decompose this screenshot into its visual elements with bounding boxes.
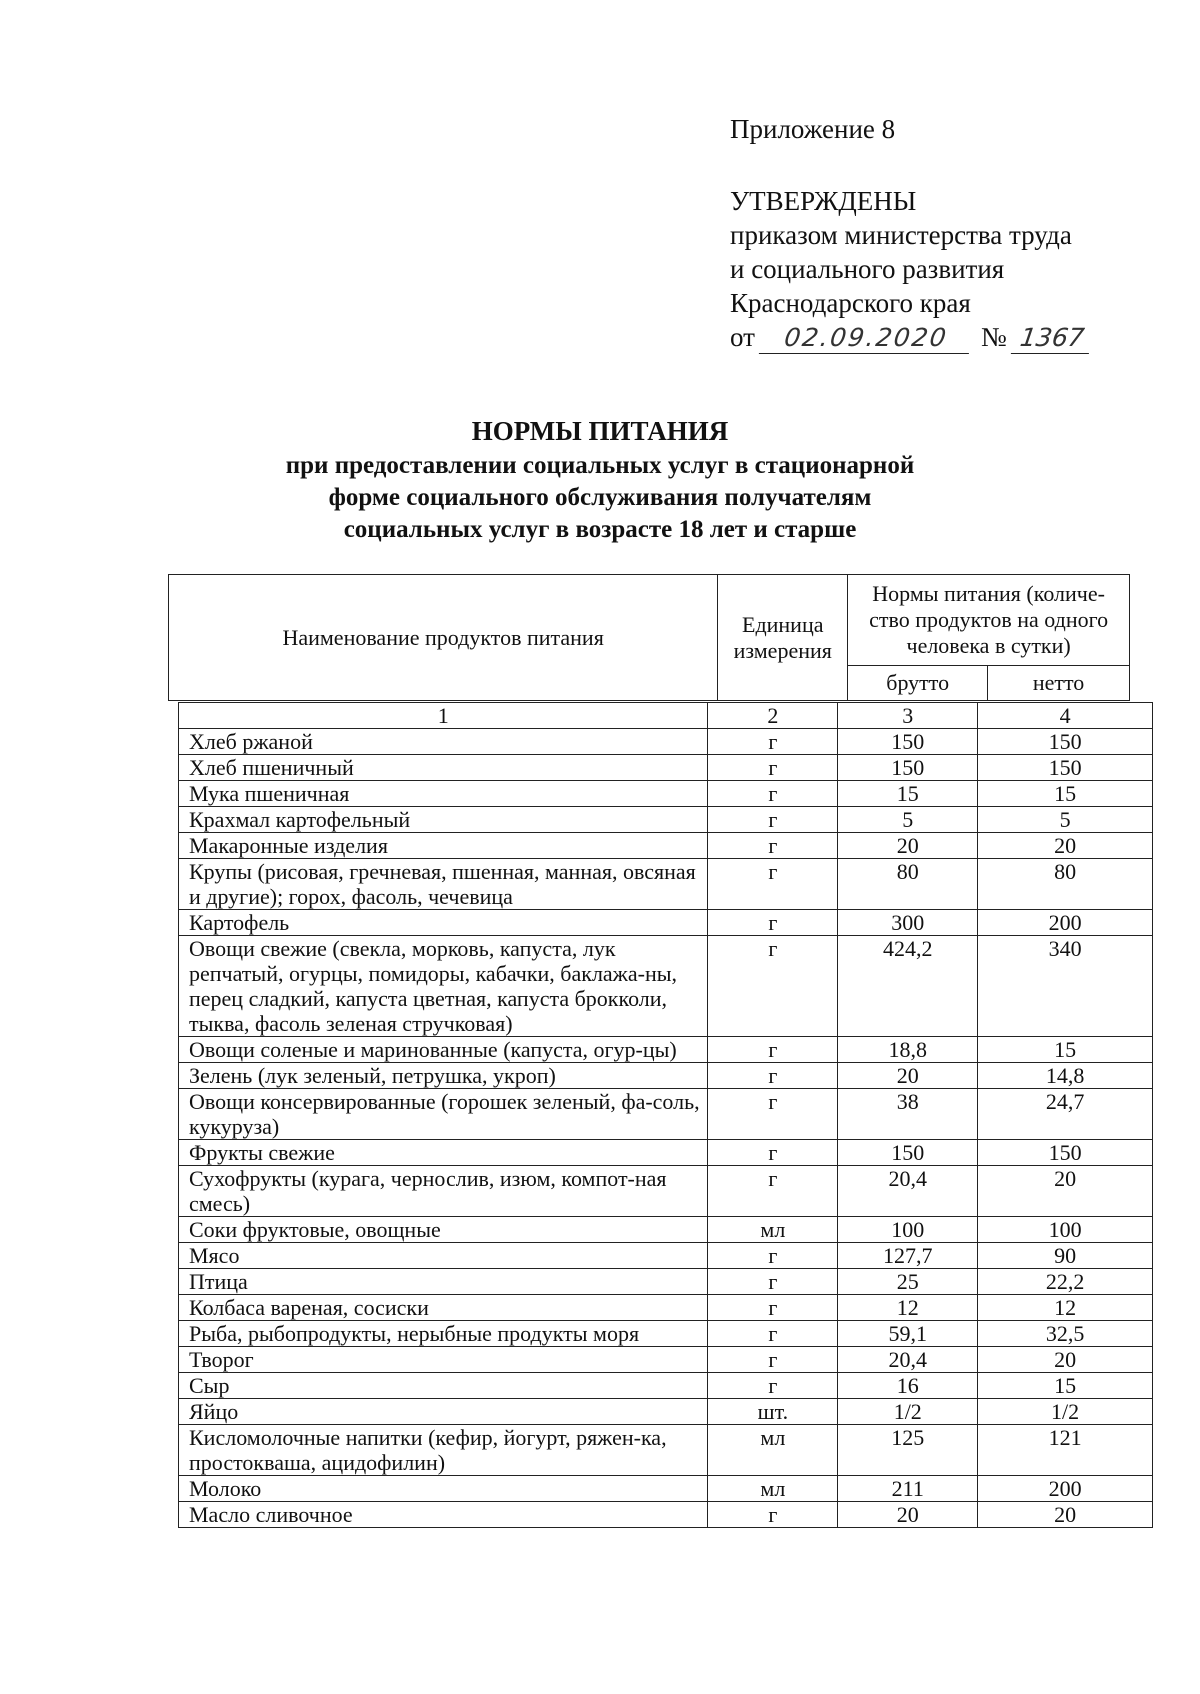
- cell-net: 22,2: [978, 1269, 1153, 1295]
- title-sub-line: форме социального обслуживания получателям: [328, 484, 872, 511]
- table-row: [179, 1347, 1153, 1373]
- cell-net: 15: [978, 1373, 1153, 1399]
- cell-unit: г: [708, 781, 838, 807]
- cell-product-name: Овощи свежие (свекла, морковь, капуста, лук репчатый, огурцы, помидоры, кабачки, баклажа-ны, перец сладкий, капуста цветная, капуста брокколи, тыква, фасоль зеленая стручковая): [179, 936, 708, 1037]
- table-row: [179, 1243, 1153, 1269]
- cell-gross: 5: [838, 807, 978, 833]
- cell-gross: 1/2: [838, 1399, 978, 1425]
- approval-line: Краснодарского края: [730, 288, 971, 318]
- cell-gross: 211: [838, 1476, 978, 1502]
- cell-product-name: Крахмал картофельный: [179, 807, 708, 833]
- header-net: нетто: [988, 666, 1130, 701]
- table-row: [179, 1321, 1153, 1347]
- cell-unit: г: [708, 1295, 838, 1321]
- cell-net: 1/2: [978, 1399, 1153, 1425]
- table-row: [179, 1425, 1153, 1476]
- cell-net: 150: [978, 729, 1153, 755]
- approval-line: приказом министерства труда: [730, 220, 1072, 250]
- cell-gross: 18,8: [838, 1037, 978, 1063]
- approval-line: и социального развития: [730, 254, 1005, 284]
- cell-unit: г: [708, 859, 838, 910]
- cell-unit: г: [708, 833, 838, 859]
- cell-product-name: Молоко: [179, 1476, 708, 1502]
- table-row: [179, 910, 1153, 936]
- table-row: [179, 1217, 1153, 1243]
- cell-net: 20: [978, 1166, 1153, 1217]
- cell-product-name: Картофель: [179, 910, 708, 936]
- table-row: [179, 1399, 1153, 1425]
- table-row: [179, 1140, 1153, 1166]
- cell-net: 15: [978, 1037, 1153, 1063]
- cell-product-name: Сухофрукты (курага, чернослив, изюм, компот-ная смесь): [179, 1166, 708, 1217]
- table-row: [179, 1373, 1153, 1399]
- title-sub-line: социальных услуг в возрасте 18 лет и старше: [343, 516, 857, 543]
- table-row: [179, 1269, 1153, 1295]
- cell-unit: мл: [708, 1476, 838, 1502]
- cell-product-name: Колбаса вареная, сосиски: [179, 1295, 708, 1321]
- cell-net: 20: [978, 1347, 1153, 1373]
- cell-unit: г: [708, 1321, 838, 1347]
- cell-product-name: Рыба, рыбопродукты, нерыбные продукты моря: [179, 1321, 708, 1347]
- cell-product-name: Хлеб пшеничный: [179, 755, 708, 781]
- cell-gross: 125: [838, 1425, 978, 1476]
- header-name: Наименование продуктов питания: [169, 575, 718, 701]
- cell-gross: 20,4: [838, 1166, 978, 1217]
- cell-net: 200: [978, 910, 1153, 936]
- cell-net: 80: [978, 859, 1153, 910]
- cell-gross: 12: [838, 1295, 978, 1321]
- cell-net: 20: [978, 1502, 1153, 1528]
- cell-net: 150: [978, 755, 1153, 781]
- cell-gross: 15: [838, 781, 978, 807]
- cell-product-name: Мука пшеничная: [179, 781, 708, 807]
- cell-gross: 100: [838, 1217, 978, 1243]
- cell-product-name: Творог: [179, 1347, 708, 1373]
- cell-unit: г: [708, 910, 838, 936]
- cell-product-name: Фрукты свежие: [179, 1140, 708, 1166]
- header-unit: Единица измерения: [718, 575, 848, 701]
- table-row: [179, 781, 1153, 807]
- cell-unit: г: [708, 936, 838, 1037]
- table-row: [179, 859, 1153, 910]
- cell-product-name: Масло сливочное: [179, 1502, 708, 1528]
- header-gross: брутто: [848, 666, 988, 701]
- approval-heading: УТВЕРЖДЕНЫ: [730, 186, 917, 216]
- cell-net: 14,8: [978, 1063, 1153, 1089]
- cell-unit: г: [708, 807, 838, 833]
- cell-net: 20: [978, 833, 1153, 859]
- cell-gross: 20: [838, 1063, 978, 1089]
- document-title: [0, 414, 1200, 546]
- cell-unit: г: [708, 1063, 838, 1089]
- number-sign: №: [980, 322, 1007, 352]
- cell-net: 200: [978, 1476, 1153, 1502]
- approval-block: [730, 184, 1091, 354]
- cell-unit: г: [708, 1269, 838, 1295]
- norms-table: [178, 702, 1153, 1528]
- date-prefix: от: [730, 322, 755, 352]
- table-header: [168, 574, 1130, 701]
- cell-net: 121: [978, 1425, 1153, 1476]
- cell-unit: г: [708, 1502, 838, 1528]
- table-row: [179, 1063, 1153, 1089]
- table-row: [179, 1037, 1153, 1063]
- cell-product-name: Макаронные изделия: [179, 833, 708, 859]
- handwritten-number: 1367: [1011, 323, 1093, 354]
- cell-gross: 300: [838, 910, 978, 936]
- cell-net: 100: [978, 1217, 1153, 1243]
- cell-unit: мл: [708, 1217, 838, 1243]
- cell-product-name: Кисломолочные напитки (кефир, йогурт, ряжен-ка, простокваша, ацидофилин): [179, 1425, 708, 1476]
- title-main: НОРМЫ ПИТАНИЯ: [471, 416, 729, 446]
- cell-unit: г: [708, 1373, 838, 1399]
- cell-gross: 38: [838, 1089, 978, 1140]
- cell-net: 12: [978, 1295, 1153, 1321]
- column-number: 2: [708, 703, 838, 729]
- cell-unit: г: [708, 1166, 838, 1217]
- header-norms: Нормы питания (количе-ство продуктов на одного человека в сутки): [848, 575, 1130, 666]
- cell-unit: мл: [708, 1425, 838, 1476]
- cell-gross: 150: [838, 755, 978, 781]
- handwritten-date: 02.09.2020: [759, 323, 973, 354]
- appendix-label: Приложение 8: [730, 114, 896, 144]
- title-sub-line: при предоставлении социальных услуг в стационарной: [285, 452, 915, 479]
- cell-gross: 127,7: [838, 1243, 978, 1269]
- cell-gross: 424,2: [838, 936, 978, 1037]
- cell-unit: г: [708, 1140, 838, 1166]
- table-row: [179, 1476, 1153, 1502]
- cell-product-name: Птица: [179, 1269, 708, 1295]
- table-row: [179, 755, 1153, 781]
- column-number: 4: [978, 703, 1153, 729]
- cell-net: 32,5: [978, 1321, 1153, 1347]
- cell-unit: г: [708, 729, 838, 755]
- order-date-number-row: [730, 320, 1091, 354]
- table-row: [179, 729, 1153, 755]
- cell-gross: 20: [838, 1502, 978, 1528]
- cell-gross: 59,1: [838, 1321, 978, 1347]
- column-number: 3: [838, 703, 978, 729]
- cell-product-name: Яйцо: [179, 1399, 708, 1425]
- cell-unit: г: [708, 1243, 838, 1269]
- cell-product-name: Хлеб ржаной: [179, 729, 708, 755]
- cell-net: 15: [978, 781, 1153, 807]
- column-number: 1: [179, 703, 708, 729]
- cell-gross: 150: [838, 1140, 978, 1166]
- cell-gross: 25: [838, 1269, 978, 1295]
- table-row: [179, 1502, 1153, 1528]
- cell-unit: г: [708, 1089, 838, 1140]
- cell-net: 90: [978, 1243, 1153, 1269]
- table-row: [179, 1166, 1153, 1217]
- cell-net: 150: [978, 1140, 1153, 1166]
- cell-net: 5: [978, 807, 1153, 833]
- cell-gross: 150: [838, 729, 978, 755]
- cell-product-name: Овощи консервированные (горошек зеленый, фа-соль, кукуруза): [179, 1089, 708, 1140]
- cell-gross: 80: [838, 859, 978, 910]
- cell-gross: 16: [838, 1373, 978, 1399]
- cell-net: 24,7: [978, 1089, 1153, 1140]
- cell-gross: 20,4: [838, 1347, 978, 1373]
- cell-net: 340: [978, 936, 1153, 1037]
- table-row: [179, 833, 1153, 859]
- cell-product-name: Мясо: [179, 1243, 708, 1269]
- table-row: [179, 936, 1153, 1037]
- table-row: [179, 1295, 1153, 1321]
- cell-product-name: Крупы (рисовая, гречневая, пшенная, манная, овсяная и другие); горох, фасоль, чечевица: [179, 859, 708, 910]
- cell-unit: г: [708, 1037, 838, 1063]
- cell-product-name: Овощи соленые и маринованные (капуста, огур-цы): [179, 1037, 708, 1063]
- cell-unit: г: [708, 755, 838, 781]
- cell-product-name: Сыр: [179, 1373, 708, 1399]
- column-number-row: [179, 703, 1153, 729]
- cell-product-name: Соки фруктовые, овощные: [179, 1217, 708, 1243]
- cell-gross: 20: [838, 833, 978, 859]
- table-row: [179, 807, 1153, 833]
- cell-unit: шт.: [708, 1399, 838, 1425]
- cell-product-name: Зелень (лук зеленый, петрушка, укроп): [179, 1063, 708, 1089]
- table-row: [179, 1089, 1153, 1140]
- cell-unit: г: [708, 1347, 838, 1373]
